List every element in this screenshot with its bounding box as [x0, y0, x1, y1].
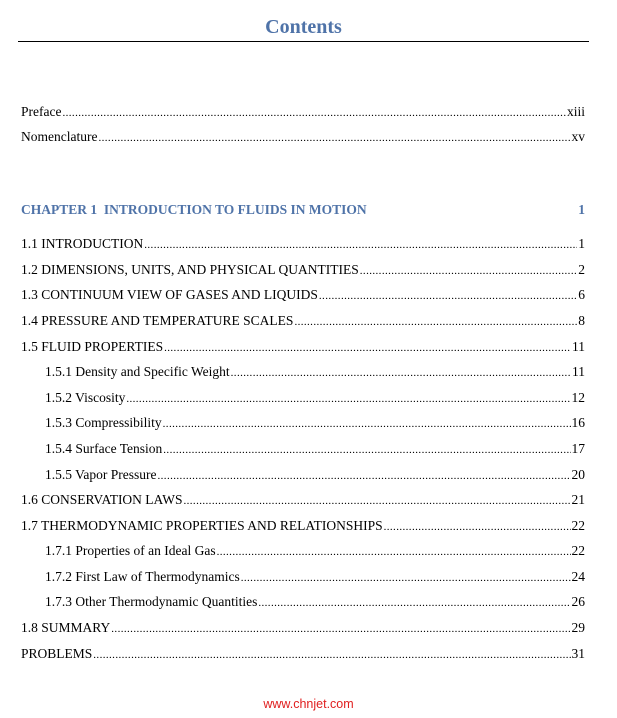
toc-entry-label: 1.3 CONTINUUM VIEW OF GASES AND LIQUIDS — [21, 287, 318, 302]
toc-entry-page: 16 — [571, 415, 585, 430]
toc-entry-page: 31 — [571, 646, 585, 661]
dot-leader — [384, 518, 571, 536]
toc-entry-1-6[interactable] — [21, 491, 585, 509]
toc-entry-page: 11 — [572, 364, 585, 379]
toc-entry-nomenclature[interactable] — [21, 128, 585, 146]
toc-entry-page: 22 — [571, 518, 585, 533]
toc-entry-1-7-3[interactable] — [45, 593, 585, 611]
toc-entry-page: 22 — [571, 543, 585, 558]
dot-leader — [294, 313, 577, 331]
watermark-link[interactable]: www.chnjet.com — [263, 697, 354, 711]
page-title: Contents — [265, 16, 342, 38]
toc-entry-page: 1 — [578, 236, 585, 251]
toc-entry-page: 12 — [571, 390, 585, 405]
toc-entry-1-7[interactable] — [21, 517, 585, 535]
toc-entry-label: 1.5.3 Compressibility — [45, 415, 162, 430]
toc-entry-1-5[interactable] — [21, 338, 585, 356]
toc-entry-label: 1.7.2 First Law of Thermodynamics — [45, 569, 240, 584]
toc-entry-1-5-4[interactable] — [45, 440, 585, 458]
toc-entry-page: 8 — [578, 313, 585, 328]
dot-leader — [231, 364, 571, 382]
toc-entry-page: 26 — [571, 594, 585, 609]
dot-leader — [163, 441, 570, 459]
toc-entry-problems[interactable] — [21, 645, 585, 663]
toc-entry-label: 1.5 FLUID PROPERTIES — [21, 339, 164, 354]
toc-entry-1-4[interactable] — [21, 312, 585, 330]
dot-leader — [158, 467, 571, 485]
toc-entry-1-5-1[interactable] — [45, 363, 585, 381]
toc-entry-label: Preface — [21, 104, 62, 119]
toc-entry-page: 11 — [572, 339, 585, 354]
chapter-title: CHAPTER 1 INTRODUCTION TO FLUIDS IN MOTION — [21, 202, 367, 217]
dot-leader — [183, 492, 570, 510]
dot-leader — [98, 129, 570, 147]
dot-leader — [144, 236, 577, 254]
toc-entry-1-5-2[interactable] — [45, 389, 585, 407]
chapter-heading[interactable] — [21, 202, 585, 220]
toc-entry-label: 1.7 THERMODYNAMIC PROPERTIES AND RELATIONSHIPS — [21, 518, 383, 533]
toc-entry-page: 6 — [578, 287, 585, 302]
toc-entry-page: xv — [571, 129, 585, 144]
toc-entry-1-3[interactable] — [21, 286, 585, 304]
toc-entry-label: 1.5.5 Vapor Pressure — [45, 467, 157, 482]
toc-entry-page: 17 — [571, 441, 585, 456]
toc-entry-page: 2 — [578, 262, 585, 277]
dot-leader — [360, 262, 577, 280]
toc-entry-label: 1.8 SUMMARY — [21, 620, 111, 635]
toc-entry-preface[interactable] — [21, 103, 585, 121]
dot-leader — [93, 646, 570, 664]
toc-entry-label: 1.4 PRESSURE AND TEMPERATURE SCALES — [21, 313, 294, 328]
toc-entry-1-7-2[interactable] — [45, 568, 585, 586]
toc-entry-1-5-5[interactable] — [45, 466, 585, 484]
toc-entry-label: 1.5.1 Density and Specific Weight — [45, 364, 230, 379]
toc-entry-label: 1.7.3 Other Thermodynamic Quantities — [45, 594, 258, 609]
toc-entry-label: PROBLEMS — [21, 646, 93, 661]
toc-entry-page: 24 — [571, 569, 585, 584]
chapter-page: 1 — [578, 202, 585, 217]
toc-entry-label: 1.1 INTRODUCTION — [21, 236, 144, 251]
toc-entry-page: 29 — [571, 620, 585, 635]
toc-entry-1-7-1[interactable] — [45, 542, 585, 560]
toc-entry-page: xiii — [566, 104, 585, 119]
toc-entry-1-5-3[interactable] — [45, 414, 585, 432]
toc-entry-1-2[interactable] — [21, 261, 585, 279]
dot-leader — [126, 390, 570, 408]
dot-leader — [217, 543, 571, 561]
toc-entry-1-1[interactable] — [21, 235, 585, 253]
toc-entry-label: 1.7.1 Properties of an Ideal Gas — [45, 543, 216, 558]
toc-entry-label: 1.5.4 Surface Tension — [45, 441, 163, 456]
toc-entry-1-8[interactable] — [21, 619, 585, 637]
toc-entry-label: 1.6 CONSERVATION LAWS — [21, 492, 183, 507]
title-rule — [18, 41, 589, 42]
dot-leader — [62, 104, 566, 122]
dot-leader — [111, 620, 570, 638]
toc-entry-page: 20 — [571, 467, 585, 482]
dot-leader — [319, 287, 577, 305]
dot-leader — [241, 569, 571, 587]
toc-entry-label: 1.5.2 Viscosity — [45, 390, 126, 405]
toc-entry-label: Nomenclature — [21, 129, 98, 144]
toc-entry-label: 1.2 DIMENSIONS, UNITS, AND PHYSICAL QUANTITIES — [21, 262, 359, 277]
toc-entry-page: 21 — [571, 492, 585, 507]
dot-leader — [258, 594, 570, 612]
dot-leader — [164, 339, 571, 357]
dot-leader — [163, 415, 571, 433]
